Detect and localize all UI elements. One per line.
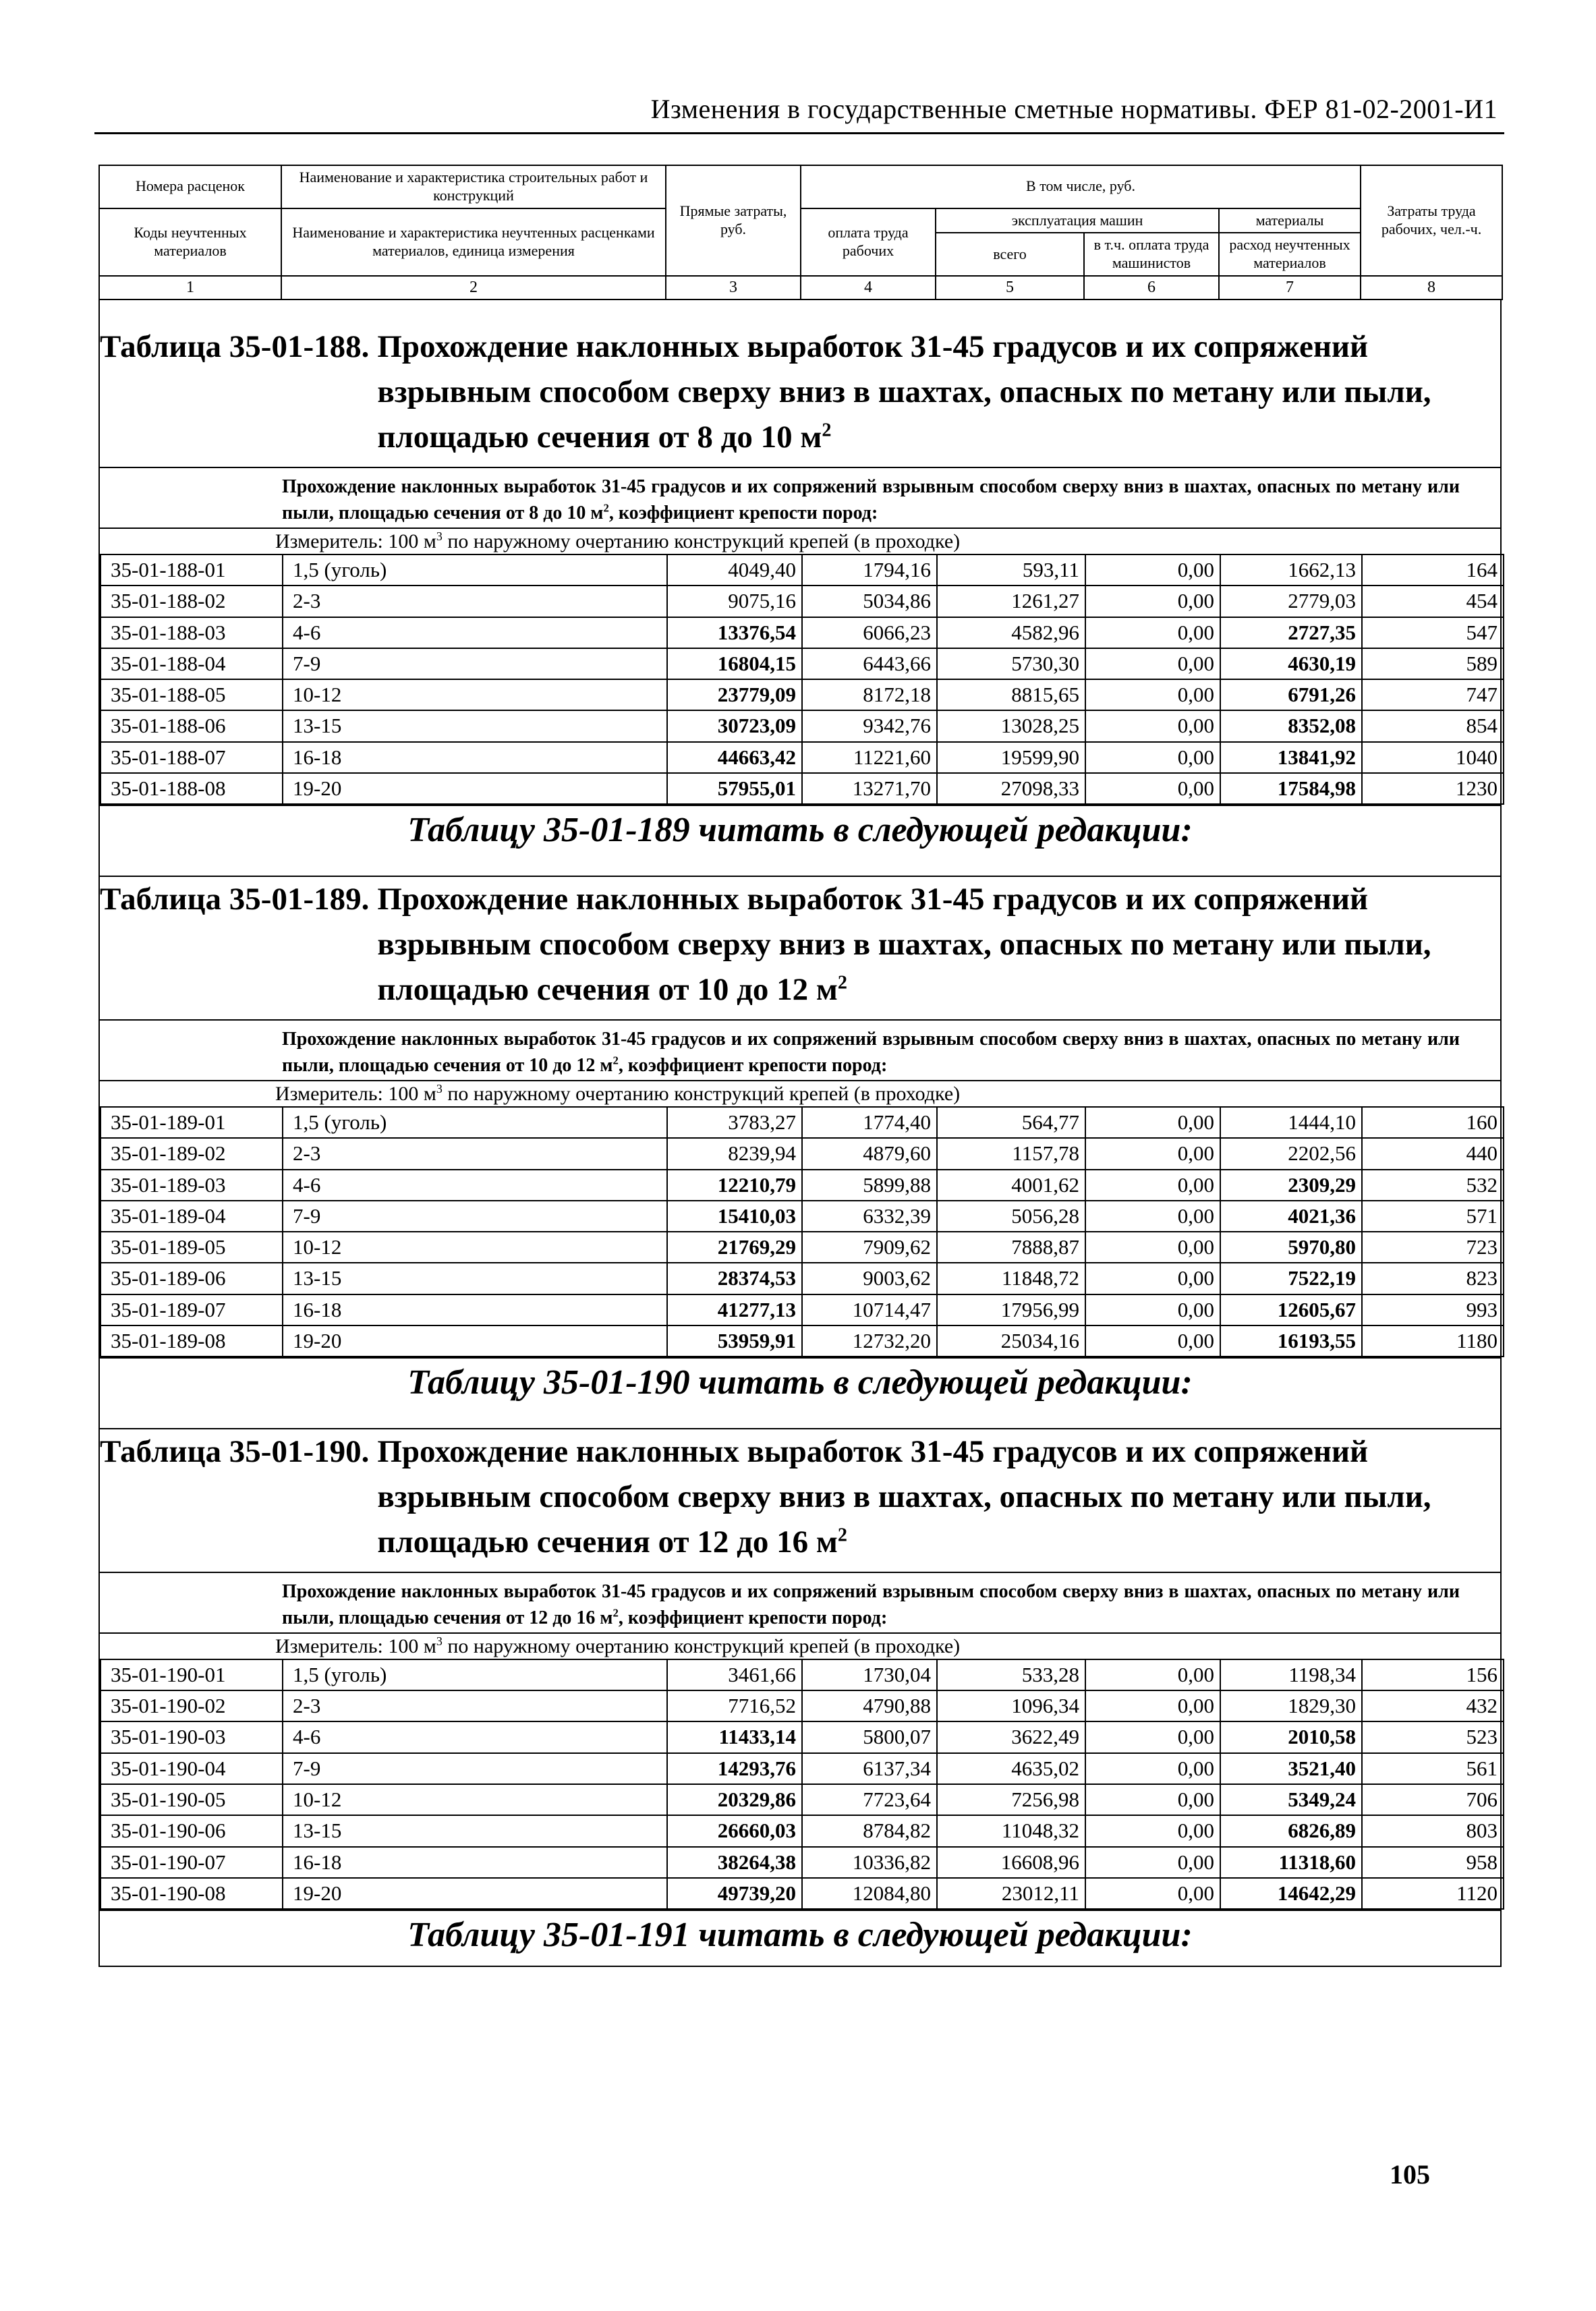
rate-code-cell: 35-01-188-03 bbox=[101, 617, 283, 648]
rates-table bbox=[100, 1106, 1504, 1357]
direct-costs-cell: 38264,38 bbox=[667, 1847, 802, 1878]
wages-cell: 12732,20 bbox=[802, 1325, 937, 1357]
wages-cell: 8172,18 bbox=[802, 679, 937, 710]
materials-cell: 3521,40 bbox=[1220, 1753, 1362, 1784]
col-header-wages: оплата труда рабочих bbox=[801, 208, 936, 276]
machines-cell: 8815,65 bbox=[937, 679, 1085, 710]
rate-code-cell: 35-01-190-02 bbox=[101, 1690, 283, 1721]
table-title bbox=[100, 324, 1500, 466]
table-number: Таблица 35-01-189. bbox=[100, 882, 370, 917]
operator-wages-cell: 0,00 bbox=[1085, 679, 1220, 710]
wages-cell: 8784,82 bbox=[802, 1815, 937, 1846]
description-cell: 7-9 bbox=[283, 1753, 667, 1784]
col-header-material-name: Наименование и характеристика неучтенных расценками материалов, единица измерения bbox=[281, 208, 666, 276]
direct-costs-cell: 30723,09 bbox=[667, 710, 802, 741]
direct-costs-cell: 44663,42 bbox=[667, 742, 802, 773]
direct-costs-cell: 20329,86 bbox=[667, 1784, 802, 1815]
col-header-machines-total: всего bbox=[936, 233, 1084, 276]
table-row bbox=[101, 1138, 1504, 1169]
machines-cell: 3622,49 bbox=[937, 1721, 1085, 1752]
wages-cell: 6332,39 bbox=[802, 1201, 937, 1232]
table-row bbox=[101, 742, 1504, 773]
rate-code-cell: 35-01-188-05 bbox=[101, 679, 283, 710]
redaction-note: Таблицу 35-01-190 читать в следующей редакции: bbox=[100, 1357, 1500, 1413]
table-row bbox=[101, 617, 1504, 648]
col-num: 4 bbox=[801, 276, 936, 299]
machines-cell: 17956,99 bbox=[937, 1294, 1085, 1325]
title-superscript: 2 bbox=[822, 420, 832, 441]
operator-wages-cell: 0,00 bbox=[1085, 1232, 1220, 1263]
table-row bbox=[101, 1878, 1504, 1909]
rate-code-cell: 35-01-189-01 bbox=[101, 1107, 283, 1138]
rate-code-cell: 35-01-190-01 bbox=[101, 1659, 283, 1690]
col-header-direct-costs: Прямые затраты, руб. bbox=[666, 165, 801, 276]
machines-cell: 5730,30 bbox=[937, 648, 1085, 679]
measure-unit: Измеритель: 100 $м^3$ по наружному очертанию конструкций крепей (в проходке) bbox=[100, 527, 1500, 554]
materials-cell: 2202,56 bbox=[1220, 1138, 1362, 1169]
materials-cell: 4021,36 bbox=[1220, 1201, 1362, 1232]
labor-cell: 164 bbox=[1362, 554, 1504, 586]
wages-cell: 5034,86 bbox=[802, 586, 937, 617]
direct-costs-cell: 11433,14 bbox=[667, 1721, 802, 1752]
rate-code-cell: 35-01-190-03 bbox=[101, 1721, 283, 1752]
machines-cell: 11048,32 bbox=[937, 1815, 1085, 1846]
description-cell: 19-20 bbox=[283, 773, 667, 804]
description-cell: 7-9 bbox=[283, 648, 667, 679]
wages-cell: 12084,80 bbox=[802, 1878, 937, 1909]
materials-cell: 6791,26 bbox=[1220, 679, 1362, 710]
wages-cell: 9342,76 bbox=[802, 710, 937, 741]
measure-unit: Измеритель: 100 $м^3$ по наружному очертанию конструкций крепей (в проходке) bbox=[100, 1632, 1500, 1659]
machines-cell: 16608,96 bbox=[937, 1847, 1085, 1878]
labor-cell: 1230 bbox=[1362, 773, 1504, 804]
rate-code-cell: 35-01-190-04 bbox=[101, 1753, 283, 1784]
materials-cell: 6826,89 bbox=[1220, 1815, 1362, 1846]
description-cell: 19-20 bbox=[283, 1878, 667, 1909]
direct-costs-cell: 23779,09 bbox=[667, 679, 802, 710]
description-cell: 4-6 bbox=[283, 617, 667, 648]
table-row bbox=[101, 1201, 1504, 1232]
table-row bbox=[101, 1847, 1504, 1878]
labor-cell: 993 bbox=[1362, 1294, 1504, 1325]
col-num: 2 bbox=[281, 276, 666, 299]
description-cell: 16-18 bbox=[283, 1294, 667, 1325]
materials-cell: 2727,35 bbox=[1220, 617, 1362, 648]
table-title bbox=[100, 1429, 1500, 1571]
materials-cell: 14642,29 bbox=[1220, 1878, 1362, 1909]
table-subheading: Прохождение наклонных выработок 31-45 градусов и их сопряжений взрывным способом сверху вниз в шахтах, опасных по метану или пыли, площадью сечения от 8 до 10 $м^2$, коэффициент крепости пород: bbox=[100, 467, 1500, 527]
wages-cell: 1794,16 bbox=[802, 554, 937, 586]
labor-cell: 1120 bbox=[1362, 1878, 1504, 1909]
labor-cell: 823 bbox=[1362, 1263, 1504, 1294]
materials-cell: 5349,24 bbox=[1220, 1784, 1362, 1815]
table-row bbox=[101, 679, 1504, 710]
table-row bbox=[101, 1263, 1504, 1294]
table-row bbox=[101, 1721, 1504, 1752]
table-row bbox=[101, 1107, 1504, 1138]
table-row bbox=[101, 1170, 1504, 1201]
rate-code-cell: 35-01-189-08 bbox=[101, 1325, 283, 1357]
wages-cell: 4790,88 bbox=[802, 1690, 937, 1721]
measure-unit: Измеритель: 100 $м^3$ по наружному очертанию конструкций крепей (в проходке) bbox=[100, 1080, 1500, 1106]
machines-cell: 19599,90 bbox=[937, 742, 1085, 773]
rate-code-cell: 35-01-189-07 bbox=[101, 1294, 283, 1325]
rate-code-cell: 35-01-188-07 bbox=[101, 742, 283, 773]
labor-cell: 454 bbox=[1362, 586, 1504, 617]
col-num: 3 bbox=[666, 276, 801, 299]
rate-code-cell: 35-01-189-04 bbox=[101, 1201, 283, 1232]
machines-cell: 4582,96 bbox=[937, 617, 1085, 648]
rate-code-cell: 35-01-188-01 bbox=[101, 554, 283, 586]
description-cell: 13-15 bbox=[283, 710, 667, 741]
rate-code-cell: 35-01-190-05 bbox=[101, 1784, 283, 1815]
wages-cell: 6443,66 bbox=[802, 648, 937, 679]
direct-costs-cell: 16804,15 bbox=[667, 648, 802, 679]
materials-cell: 1198,34 bbox=[1220, 1659, 1362, 1690]
table-row bbox=[101, 586, 1504, 617]
table-subheading: Прохождение наклонных выработок 31-45 градусов и их сопряжений взрывным способом сверху вниз в шахтах, опасных по метану или пыли, площадью сечения от 12 до 16 $м^2$, коэффициент крепости пород: bbox=[100, 1572, 1500, 1632]
col-num: 6 bbox=[1084, 276, 1219, 299]
rate-code-cell: 35-01-188-02 bbox=[101, 586, 283, 617]
wages-cell: 6066,23 bbox=[802, 617, 937, 648]
rate-code-cell: 35-01-188-04 bbox=[101, 648, 283, 679]
wages-cell: 10714,47 bbox=[802, 1294, 937, 1325]
direct-costs-cell: 7716,52 bbox=[667, 1690, 802, 1721]
machines-cell: 7256,98 bbox=[937, 1784, 1085, 1815]
col-num: 5 bbox=[936, 276, 1084, 299]
direct-costs-cell: 53959,91 bbox=[667, 1325, 802, 1357]
machines-cell: 4001,62 bbox=[937, 1170, 1085, 1201]
description-cell: 10-12 bbox=[283, 679, 667, 710]
description-cell: 1,5 (уголь) bbox=[283, 1107, 667, 1138]
labor-cell: 432 bbox=[1362, 1690, 1504, 1721]
rates-table bbox=[100, 554, 1504, 805]
operator-wages-cell: 0,00 bbox=[1085, 1263, 1220, 1294]
materials-cell: 2309,29 bbox=[1220, 1170, 1362, 1201]
machines-cell: 564,77 bbox=[937, 1107, 1085, 1138]
machines-cell: 5056,28 bbox=[937, 1201, 1085, 1232]
rate-code-cell: 35-01-189-03 bbox=[101, 1170, 283, 1201]
wages-cell: 1730,04 bbox=[802, 1659, 937, 1690]
operator-wages-cell: 0,00 bbox=[1085, 1107, 1220, 1138]
operator-wages-cell: 0,00 bbox=[1085, 586, 1220, 617]
document-body bbox=[98, 165, 1502, 1967]
col-header-labor: Затраты труда рабочих, чел.-ч. bbox=[1361, 165, 1502, 276]
rate-code-cell: 35-01-189-06 bbox=[101, 1263, 283, 1294]
rate-table-block bbox=[100, 1429, 1500, 1966]
operator-wages-cell: 0,00 bbox=[1085, 1753, 1220, 1784]
col-num: 7 bbox=[1219, 276, 1361, 299]
description-cell: 2-3 bbox=[283, 586, 667, 617]
table-row bbox=[101, 1690, 1504, 1721]
col-header-work-name: Наименование и характеристика строительных работ и конструкций bbox=[281, 165, 666, 208]
wages-cell: 11221,60 bbox=[802, 742, 937, 773]
materials-cell: 1662,13 bbox=[1220, 554, 1362, 586]
col-header-machines: эксплуатация машин bbox=[936, 208, 1219, 233]
operator-wages-cell: 0,00 bbox=[1085, 1325, 1220, 1357]
materials-cell: 17584,98 bbox=[1220, 773, 1362, 804]
labor-cell: 589 bbox=[1362, 648, 1504, 679]
description-cell: 13-15 bbox=[283, 1815, 667, 1846]
labor-cell: 156 bbox=[1362, 1659, 1504, 1690]
machines-cell: 533,28 bbox=[937, 1659, 1085, 1690]
page-header: Изменения в государственные сметные нормативы. ФЕР 81-02-2001-И1 bbox=[650, 94, 1498, 124]
machines-cell: 4635,02 bbox=[937, 1753, 1085, 1784]
operator-wages-cell: 0,00 bbox=[1085, 1878, 1220, 1909]
header-rule bbox=[94, 132, 1504, 134]
materials-cell: 1829,30 bbox=[1220, 1690, 1362, 1721]
machines-cell: 1261,27 bbox=[937, 586, 1085, 617]
machines-cell: 13028,25 bbox=[937, 710, 1085, 741]
rate-code-cell: 35-01-190-06 bbox=[101, 1815, 283, 1846]
description-cell: 4-6 bbox=[283, 1170, 667, 1201]
materials-cell: 8352,08 bbox=[1220, 710, 1362, 741]
description-cell: 16-18 bbox=[283, 742, 667, 773]
rate-code-cell: 35-01-190-07 bbox=[101, 1847, 283, 1878]
description-cell: 2-3 bbox=[283, 1690, 667, 1721]
labor-cell: 1180 bbox=[1362, 1325, 1504, 1357]
rate-code-cell: 35-01-188-06 bbox=[101, 710, 283, 741]
table-row bbox=[101, 773, 1504, 804]
labor-cell: 803 bbox=[1362, 1815, 1504, 1846]
operator-wages-cell: 0,00 bbox=[1085, 1815, 1220, 1846]
rate-code-cell: 35-01-189-02 bbox=[101, 1138, 283, 1169]
col-header-material-codes: Коды неучтенных материалов bbox=[99, 208, 281, 276]
column-header-table bbox=[98, 165, 1503, 300]
materials-cell: 7522,19 bbox=[1220, 1263, 1362, 1294]
col-header-including: В том числе, руб. bbox=[801, 165, 1361, 208]
machines-cell: 23012,11 bbox=[937, 1878, 1085, 1909]
table-subheading: Прохождение наклонных выработок 31-45 градусов и их сопряжений взрывным способом сверху вниз в шахтах, опасных по метану или пыли, площадью сечения от 10 до 12 $м^2$, коэффициент крепости пород: bbox=[100, 1019, 1500, 1080]
rate-table-block bbox=[100, 877, 1500, 1429]
machines-cell: 25034,16 bbox=[937, 1325, 1085, 1357]
wages-cell: 10336,82 bbox=[802, 1847, 937, 1878]
materials-cell: 5970,80 bbox=[1220, 1232, 1362, 1263]
table-row bbox=[101, 1784, 1504, 1815]
labor-cell: 723 bbox=[1362, 1232, 1504, 1263]
operator-wages-cell: 0,00 bbox=[1085, 710, 1220, 741]
wages-cell: 4879,60 bbox=[802, 1138, 937, 1169]
description-cell: 16-18 bbox=[283, 1847, 667, 1878]
table-row bbox=[101, 1294, 1504, 1325]
wages-cell: 5899,88 bbox=[802, 1170, 937, 1201]
col-num: 8 bbox=[1361, 276, 1502, 299]
direct-costs-cell: 8239,94 bbox=[667, 1138, 802, 1169]
table-number: Таблица 35-01-190. bbox=[100, 1434, 370, 1470]
table-row bbox=[101, 1659, 1504, 1690]
table-row bbox=[101, 1325, 1504, 1357]
table-row bbox=[101, 648, 1504, 679]
tables-root bbox=[100, 324, 1500, 1966]
table-title-text: Прохождение наклонных выработок 31-45 градусов и их сопряжений взрывным способом сверху вниз в шахтах, опасных по метану или пыли, площадью сечения от 10 до 12 м bbox=[377, 882, 1431, 1007]
direct-costs-cell: 14293,76 bbox=[667, 1753, 802, 1784]
labor-cell: 747 bbox=[1362, 679, 1504, 710]
direct-costs-cell: 13376,54 bbox=[667, 617, 802, 648]
col-header-operator-wages: в т.ч. оплата труда машинистов bbox=[1084, 233, 1219, 276]
materials-cell: 16193,55 bbox=[1220, 1325, 1362, 1357]
description-cell: 1,5 (уголь) bbox=[283, 1659, 667, 1690]
labor-cell: 547 bbox=[1362, 617, 1504, 648]
materials-cell: 2779,03 bbox=[1220, 586, 1362, 617]
table-title-text: Прохождение наклонных выработок 31-45 градусов и их сопряжений взрывным способом сверху вниз в шахтах, опасных по метану или пыли, площадью сечения от 8 до 10 м bbox=[377, 329, 1431, 455]
title-superscript: 2 bbox=[837, 1524, 847, 1546]
table-row bbox=[101, 554, 1504, 586]
operator-wages-cell: 0,00 bbox=[1085, 1138, 1220, 1169]
operator-wages-cell: 0,00 bbox=[1085, 648, 1220, 679]
rate-code-cell: 35-01-189-05 bbox=[101, 1232, 283, 1263]
wages-cell: 9003,62 bbox=[802, 1263, 937, 1294]
operator-wages-cell: 0,00 bbox=[1085, 1170, 1220, 1201]
materials-cell: 1444,10 bbox=[1220, 1107, 1362, 1138]
direct-costs-cell: 21769,29 bbox=[667, 1232, 802, 1263]
labor-cell: 523 bbox=[1362, 1721, 1504, 1752]
machines-cell: 7888,87 bbox=[937, 1232, 1085, 1263]
description-cell: 10-12 bbox=[283, 1784, 667, 1815]
rate-table-block bbox=[100, 324, 1500, 877]
direct-costs-cell: 3461,66 bbox=[667, 1659, 802, 1690]
operator-wages-cell: 0,00 bbox=[1085, 1690, 1220, 1721]
operator-wages-cell: 0,00 bbox=[1085, 773, 1220, 804]
redaction-note: Таблицу 35-01-191 читать в следующей редакции: bbox=[100, 1910, 1500, 1966]
col-num: 1 bbox=[99, 276, 281, 299]
table-row bbox=[101, 1753, 1504, 1784]
description-cell: 7-9 bbox=[283, 1201, 667, 1232]
operator-wages-cell: 0,00 bbox=[1085, 554, 1220, 586]
description-cell: 4-6 bbox=[283, 1721, 667, 1752]
title-superscript: 2 bbox=[837, 972, 847, 994]
wages-cell: 6137,34 bbox=[802, 1753, 937, 1784]
direct-costs-cell: 3783,27 bbox=[667, 1107, 802, 1138]
operator-wages-cell: 0,00 bbox=[1085, 1294, 1220, 1325]
direct-costs-cell: 28374,53 bbox=[667, 1263, 802, 1294]
direct-costs-cell: 12210,79 bbox=[667, 1170, 802, 1201]
machines-cell: 1096,34 bbox=[937, 1690, 1085, 1721]
labor-cell: 532 bbox=[1362, 1170, 1504, 1201]
direct-costs-cell: 15410,03 bbox=[667, 1201, 802, 1232]
materials-cell: 13841,92 bbox=[1220, 742, 1362, 773]
tables-section bbox=[98, 300, 1502, 1967]
rate-code-cell: 35-01-190-08 bbox=[101, 1878, 283, 1909]
materials-cell: 11318,60 bbox=[1220, 1847, 1362, 1878]
direct-costs-cell: 9075,16 bbox=[667, 586, 802, 617]
table-title-text: Прохождение наклонных выработок 31-45 градусов и их сопряжений взрывным способом сверху вниз в шахтах, опасных по метану или пыли, площадью сечения от 12 до 16 м bbox=[377, 1434, 1431, 1560]
wages-cell: 7723,64 bbox=[802, 1784, 937, 1815]
wages-cell: 7909,62 bbox=[802, 1232, 937, 1263]
operator-wages-cell: 0,00 bbox=[1085, 1659, 1220, 1690]
machines-cell: 27098,33 bbox=[937, 773, 1085, 804]
materials-cell: 4630,19 bbox=[1220, 648, 1362, 679]
materials-cell: 12605,67 bbox=[1220, 1294, 1362, 1325]
description-cell: 1,5 (уголь) bbox=[283, 554, 667, 586]
labor-cell: 160 bbox=[1362, 1107, 1504, 1138]
operator-wages-cell: 0,00 bbox=[1085, 1201, 1220, 1232]
labor-cell: 706 bbox=[1362, 1784, 1504, 1815]
description-cell: 2-3 bbox=[283, 1138, 667, 1169]
rate-code-cell: 35-01-188-08 bbox=[101, 773, 283, 804]
operator-wages-cell: 0,00 bbox=[1085, 1721, 1220, 1752]
direct-costs-cell: 4049,40 bbox=[667, 554, 802, 586]
machines-cell: 593,11 bbox=[937, 554, 1085, 586]
col-header-rate-numbers: Номера расценок bbox=[99, 165, 281, 208]
wages-cell: 5800,07 bbox=[802, 1721, 937, 1752]
table-number: Таблица 35-01-188. bbox=[100, 329, 370, 365]
direct-costs-cell: 57955,01 bbox=[667, 773, 802, 804]
direct-costs-cell: 49739,20 bbox=[667, 1878, 802, 1909]
page-number: 105 bbox=[1390, 2159, 1430, 2190]
wages-cell: 13271,70 bbox=[802, 773, 937, 804]
labor-cell: 958 bbox=[1362, 1847, 1504, 1878]
direct-costs-cell: 26660,03 bbox=[667, 1815, 802, 1846]
operator-wages-cell: 0,00 bbox=[1085, 742, 1220, 773]
operator-wages-cell: 0,00 bbox=[1085, 1847, 1220, 1878]
operator-wages-cell: 0,00 bbox=[1085, 1784, 1220, 1815]
labor-cell: 854 bbox=[1362, 710, 1504, 741]
col-header-materials: материалы bbox=[1219, 208, 1361, 233]
labor-cell: 1040 bbox=[1362, 742, 1504, 773]
table-row bbox=[101, 1232, 1504, 1263]
table-title bbox=[100, 877, 1500, 1019]
description-cell: 13-15 bbox=[283, 1263, 667, 1294]
direct-costs-cell: 41277,13 bbox=[667, 1294, 802, 1325]
description-cell: 19-20 bbox=[283, 1325, 667, 1357]
materials-cell: 2010,58 bbox=[1220, 1721, 1362, 1752]
table-row bbox=[101, 1815, 1504, 1846]
machines-cell: 1157,78 bbox=[937, 1138, 1085, 1169]
description-cell: 10-12 bbox=[283, 1232, 667, 1263]
col-header-material-usage: расход неучтенных материалов bbox=[1219, 233, 1361, 276]
wages-cell: 1774,40 bbox=[802, 1107, 937, 1138]
labor-cell: 561 bbox=[1362, 1753, 1504, 1784]
operator-wages-cell: 0,00 bbox=[1085, 617, 1220, 648]
redaction-note: Таблицу 35-01-189 читать в следующей редакции: bbox=[100, 805, 1500, 861]
machines-cell: 11848,72 bbox=[937, 1263, 1085, 1294]
labor-cell: 440 bbox=[1362, 1138, 1504, 1169]
rates-table bbox=[100, 1659, 1504, 1910]
labor-cell: 571 bbox=[1362, 1201, 1504, 1232]
table-row bbox=[101, 710, 1504, 741]
